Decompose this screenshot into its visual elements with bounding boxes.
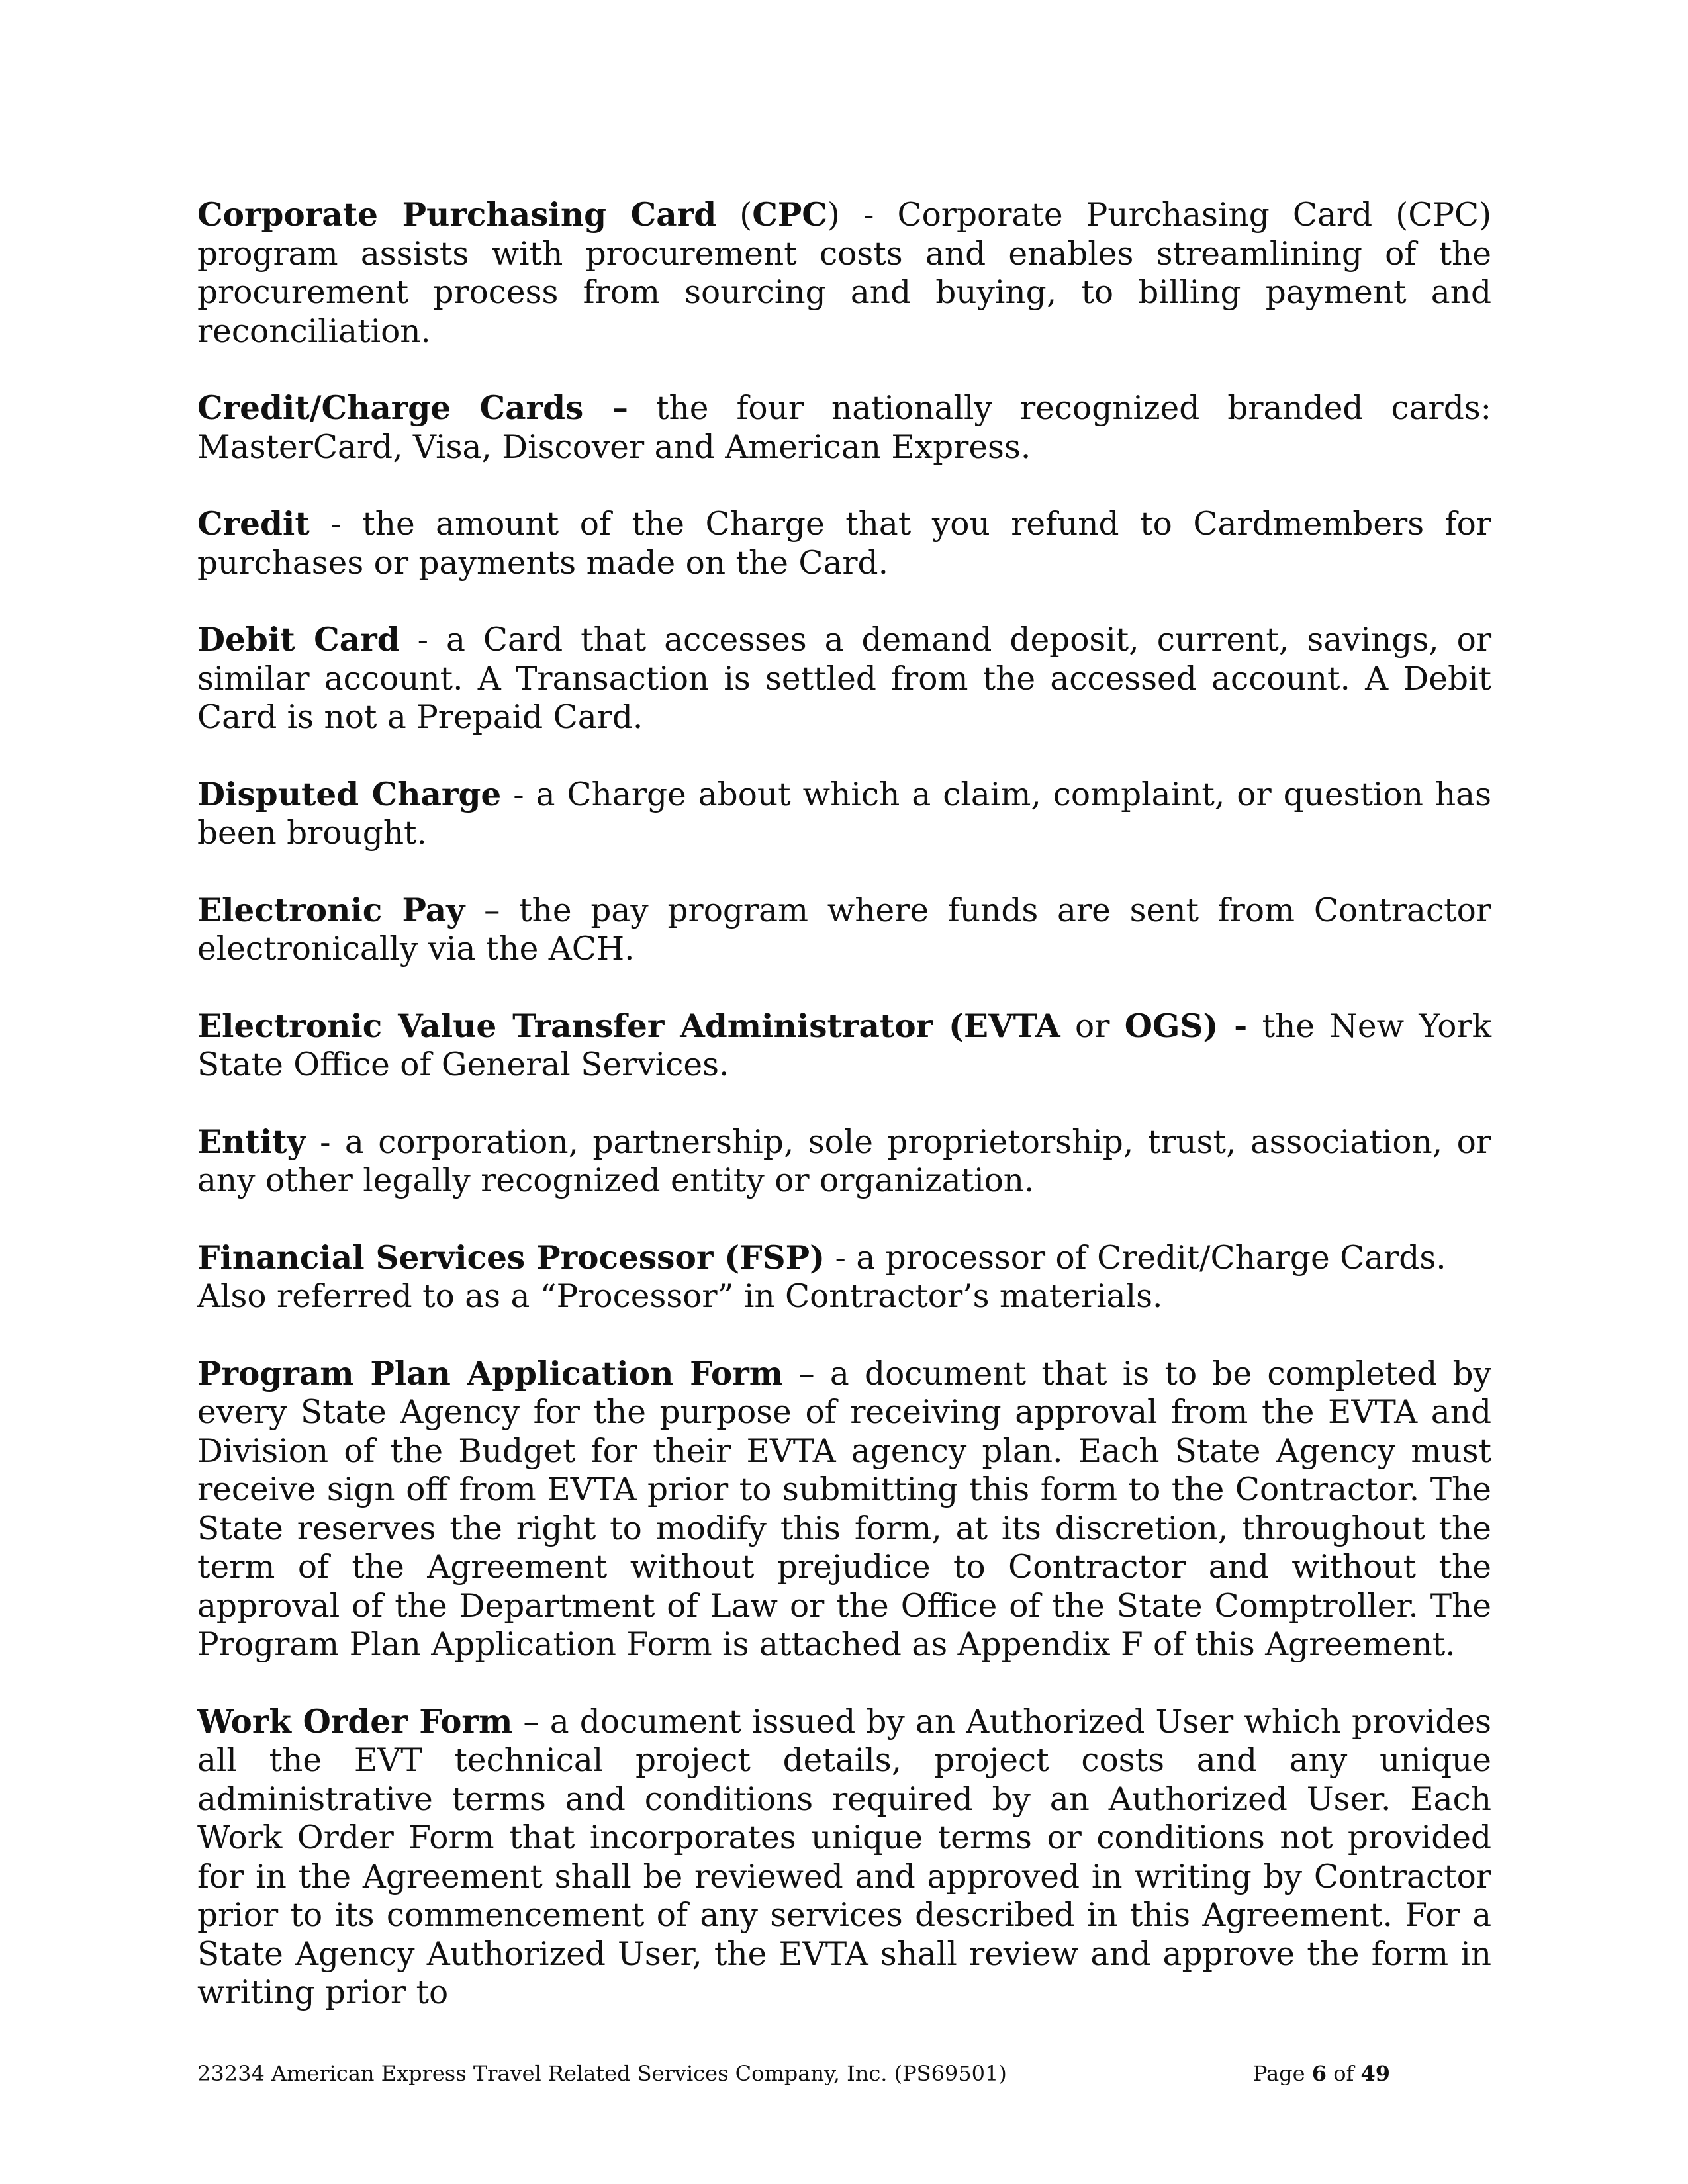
definition-term: Entity [197,1122,306,1161]
definition-disputed-charge [197,776,1491,853]
definition-text: - a corporation, partnership, sole proprietorship, trust, association, or any other legally recognized entity or organization. [197,1123,1491,1199]
definition-text: – the pay program where funds are sent from Contractor electronically via the ACH. [197,891,1491,968]
footer-document-id: 23234 American Express Travel Related Services Company, Inc. (PS69501) [197,2061,1007,2086]
definition-term: Credit [197,505,310,543]
definition-evta [197,1007,1491,1085]
definition-work-order-form [197,1703,1491,2013]
definition-term: Corporate Purchasing Card [197,196,717,234]
definition-text: – a document that is to be completed by every State Agency for the purpose of receiving approval from the EVTA and Division of the Budget for their EVTA agency plan. Each State Agency must receive sign off from EVTA prior to submitting this form to the Contractor. The State reserves the right to modify this form, at its discretion, throughout the term of the Agreement without prejudice to Contractor and without the approval of the Department of Law or the Office of the State Comptroller. The Program Plan Application Form is attached as Appendix F of this Agreement. [197,1355,1492,1663]
document-body [197,196,1491,2013]
definition-credit-charge-cards [197,389,1491,467]
definition-program-plan-application-form [197,1355,1491,1664]
definition-term: Disputed Charge [197,775,502,813]
page-prefix: Page [1253,2061,1312,2086]
definition-text: or [1060,1007,1125,1045]
page-current: 6 [1311,2061,1327,2086]
definition-entity [197,1123,1491,1201]
page-total: 49 [1360,2061,1391,2086]
definition-text: ) - Corporate Purchasing Card (CPC) program assists with procurement costs and enables streamlining of the procurement process from sourcing and buying, to billing payment and reconciliation. [197,197,1491,350]
definition-text: the New York State Office of General Services. [197,1007,1492,1083]
definition-text: ( [716,197,753,234]
definition-text: – a document issued by an Authorized User which provides all the EVT technical project details, project costs and any unique administrative terms and conditions required by an Authorized User. Each Work Order Form that incorporates unique terms or conditions not provided for in the Agreement shall be reviewed and approved in writing by Contractor prior to its commencement of any services described in this Agreement. For a State Agency Authorized User, the EVTA shall review and approve the form in writing prior to [197,1703,1491,2011]
page-number [1253,2060,1390,2087]
definition-corporate-purchasing-card [197,196,1491,351]
definition-text: the four nationally recognized branded cards: MasterCard, Visa, Discover and American Express. [197,390,1491,466]
definition-text: - a Charge about which a claim, complaint, or question has been brought. [197,776,1491,852]
definition-term: Financial Services Processor (FSP) [197,1238,825,1277]
definition-text: - the amount of the Charge that you refund to Cardmembers for purchases or payments made on the Card. [197,506,1491,582]
definition-text: - a processor of Credit/Charge Cards. Also referred to as a “Processor” in Contractor’s materials. [197,1239,1446,1315]
definition-term: Program Plan Application Form [197,1354,784,1392]
definition-electronic-pay [197,891,1491,969]
page-of: of [1327,2061,1361,2086]
definition-text: - a Card that accesses a demand deposit, current, savings, or similar account. A Transaction is settled from the accessed account. A Debit Card is not a Prepaid Card. [197,621,1491,736]
definition-term: OGS) - [1124,1007,1248,1045]
definition-credit [197,505,1491,582]
definition-term: Electronic Value Transfer Administrator (EVTA [197,1007,1060,1045]
definition-term: Debit Card [197,621,400,659]
definition-term: Credit/Charge Cards – [197,389,629,427]
definition-debit-card [197,621,1491,737]
definition-term: Electronic Pay [197,891,465,929]
definition-term: CPC [752,196,827,234]
definition-financial-services-processor [197,1239,1491,1316]
definition-term: Work Order Form [197,1702,513,1741]
